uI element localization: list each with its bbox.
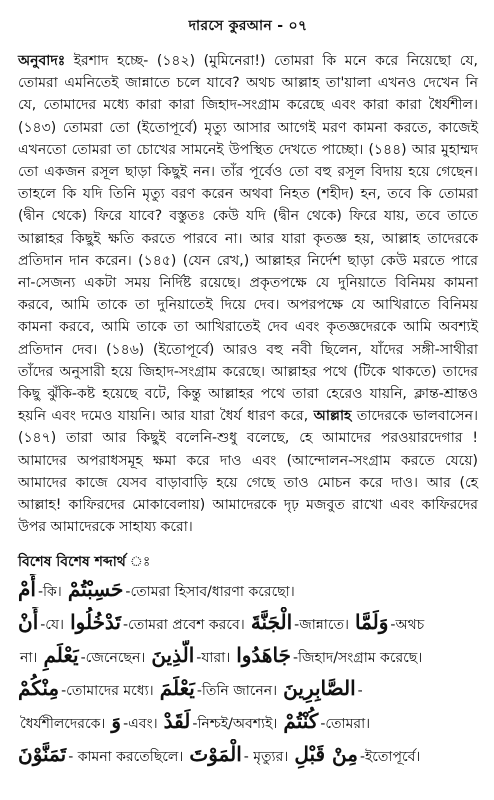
word-meaning-entry	[294, 739, 420, 772]
arabic-word: وَلَمَّا	[354, 610, 389, 635]
word-meaning-line	[18, 574, 478, 607]
translation-paragraph	[18, 50, 478, 538]
word-meaning: -তিনি জানেন।	[196, 683, 278, 700]
word-meaning: -কি।	[37, 584, 62, 601]
word-meanings-heading	[18, 550, 478, 574]
word-meaning: -তোমাদের মধ্যে।	[61, 683, 154, 700]
word-meaning-line	[18, 640, 478, 673]
word-meaning-entry	[18, 574, 62, 607]
arabic-word: وَ	[111, 709, 122, 734]
word-meaning: -জিহাদ/সংগ্রাম করেছে।	[292, 650, 423, 667]
word-meaning-line	[18, 607, 478, 640]
translation-text-part2: তাদেরকে ভালবাসেন। (১৪৭) তারা আর কিছুই বলেনি-শুধু বলেছে, হে আমাদের পরওয়ারদেগার ! আমাদের অপরাধসমূহ ক্ষমা করে দাও এবং (আন্দোলন-সংগ্রাম করতে যেয়ে) আমাদের কাজে যেসব বাড়াবাড়ি হয়ে গেছে তাও মোচন করে দাও। আর (হে আল্লাহ! কাফিরদের মোকাবেলায়) আমাদেরকে দৃঢ় মজবুত রাখো এবং কাফিরদের উপর আমাদেরকে সাহায্য করো।	[18, 408, 479, 536]
arabic-word: يَعْلَمِ	[43, 643, 79, 668]
arabic-word: أَمْ	[18, 577, 36, 602]
page-header: দারসে কুরআন - ০৭	[188, 18, 308, 34]
word-meaning: -যে।	[40, 617, 65, 634]
word-meaning-line	[18, 673, 478, 706]
word-meaning-entry	[18, 643, 37, 673]
word-meanings-section	[18, 550, 478, 772]
word-meaning-entry	[283, 673, 363, 706]
word-meaning-entry	[68, 574, 295, 607]
arabic-word: جَاهَدُوا	[236, 643, 291, 668]
word-meaning-entry	[43, 640, 145, 673]
word-meaning-entry	[164, 706, 278, 739]
word-meaning: -এবং।	[123, 716, 158, 733]
arabic-word: كُنْتُمْ	[283, 709, 319, 734]
word-meaning-entry	[18, 709, 105, 739]
word-meaning-entry	[70, 607, 245, 640]
word-meaning-entry	[355, 607, 424, 640]
word-meaning: - মৃত্যুর।	[243, 749, 289, 766]
word-meaning: -যারা।	[196, 650, 231, 667]
word-meaning-entry	[236, 640, 422, 673]
arabic-word: لَقَدْ	[163, 709, 191, 734]
translation-allah: আল্লাহ	[313, 408, 352, 425]
word-meaning-entry	[18, 673, 154, 706]
word-meaning: -জান্নাতে।	[294, 617, 349, 634]
arabic-word: تَمَنَّوْنَ	[18, 742, 67, 767]
translation-label: অনুবাদঃ	[18, 53, 66, 69]
word-meaning-entry	[160, 673, 277, 706]
word-meaning-line	[18, 739, 478, 772]
word-meanings-title: বিশেষ বিশেষ শব্দার্থ	[18, 554, 126, 571]
arabic-word: يَعْلَمَ	[159, 676, 195, 701]
translation-text-part1: ইরশাদ হচ্ছে- (১৪২) (মুমিনেরা!) তোমরা কি মনে করে নিয়েছো যে, তোমরা এমনিতেই জান্নাতে চলে যাবে? অথচ আল্লাহ তা'য়ালা এখনও দেখেন নি যে, তোমাদের মধ্যে কারা কারা জিহাদ-সংগ্রাম করেছে এবং কারা কারা ধৈর্যশীল। (১৪৩) তোমরা তো (ইতোপূর্বে) মৃত্যু আসার আগেই মরণ কামনা করতে, কাজেই এখনতো তোমরা তা চোখের সামনেই উপস্থিত দেখতে পাচ্ছো। (১৪৪) আর মুহাম্মদ তো একজন রসূল ছাড়া কিছুই নন। তাঁর পূর্বেও তো বহু রসূল বিদায় হয়ে গেছেন। তাহলে কি যদি তিনি মৃত্যু বরণ করেন অথবা নিহত (শহীদ) হন, তবে কি তোমরা (দ্বীন থেকে) ফিরে যাবে? বস্তুতঃ কেউ যদি (দ্বীন থেকে) ফিরে যায়, তবে তাতে আল্লাহর কিছুই ক্ষতি করতে পারবে না। আর যারা কৃতজ্ঞ হয়, আল্লাহ তাদেরকে প্রতিদান দান করেন। (১৪৫) (যেন রেখ,) আল্লাহর নির্দেশ ছাড়া কেউ মরতে পারে না-সেজন্য একটা সময় নির্দিষ্ট রয়েছে। প্রকৃতপক্ষে যে দুনিয়াতে বিনিময় কামনা করবে, আমি তাকে তা দুনিয়াতেই দিয়ে দেব। অপরপক্ষে যে আখিরাতে বিনিময় কামনা করবে, আমি তাকে তা আখিরাতেই দেব এবং কৃতজ্ঞদেরকে আমি অবশ্যই প্রতিদান দেব। (১৪৬) (ইতোপূর্বে) আরও বহু নবী ছিলেন, যাঁদের সঙ্গী-সাথীরা তাঁদের অনুসারী হয়ে জিহাদ-সংগ্রাম করেছে। আল্লাহর পথে (টিকে থাকতে) তাদের কিছু ঝুঁকি-কষ্ট হয়েছে বটে, কিন্তু আল্লাহর পথে তারা হেরেও যায়নি, ক্লান্ত-শ্রান্তও হয়নি এবং দমেও যায়নি। আর যারা ধৈর্য ধারণ করে,	[18, 53, 478, 425]
word-meaning: -তোমরা হিসাব/ধারণা করেছো।	[125, 584, 295, 601]
arabic-word: تَدْخُلُوا	[70, 610, 121, 635]
arabic-word: الَّذِينَ	[151, 643, 195, 668]
word-meaning: -	[357, 683, 363, 700]
word-meaning-entry	[151, 640, 230, 673]
word-meaning: না।	[20, 650, 38, 667]
word-meaning-line	[18, 706, 478, 739]
word-meanings-list	[18, 574, 478, 772]
word-meaning: -ইতোপূর্বে।	[359, 749, 421, 766]
word-meaning-entry	[283, 706, 370, 739]
word-meaning-entry	[189, 739, 288, 772]
word-meaning: -অথচ	[390, 617, 425, 634]
word-meaning: -তোমরা প্রবেশ করবে।	[123, 617, 245, 634]
word-meaning-entry	[111, 706, 157, 739]
arabic-word: الصَّابِرِينَ	[283, 676, 356, 701]
arabic-word: الْمَوْتَ	[189, 742, 242, 767]
word-meaning-entry	[18, 739, 183, 772]
arabic-word: مِنْ قَبْلِ	[294, 742, 358, 767]
word-meaning-entry	[18, 607, 64, 640]
word-meaning: -জেনেছেন।	[80, 650, 146, 667]
word-meaning: -তোমরা।	[320, 716, 371, 733]
word-meaning: - কামনা করতেছিলে।	[68, 749, 184, 766]
word-meaning: ধৈর্যশীলদেরকে।	[20, 716, 106, 733]
word-meanings-title-separator: ঃ	[125, 554, 151, 571]
arabic-word: الْجَنَّةَ	[250, 610, 293, 635]
arabic-word: أَنْ	[18, 610, 39, 635]
arabic-word: مِنْكُمْ	[18, 676, 60, 701]
word-meaning-entry	[251, 607, 349, 640]
arabic-word: حَسِبْتُمْ	[67, 577, 124, 602]
word-meaning: -নিশ্চই/অবশ্যই।	[192, 716, 278, 733]
